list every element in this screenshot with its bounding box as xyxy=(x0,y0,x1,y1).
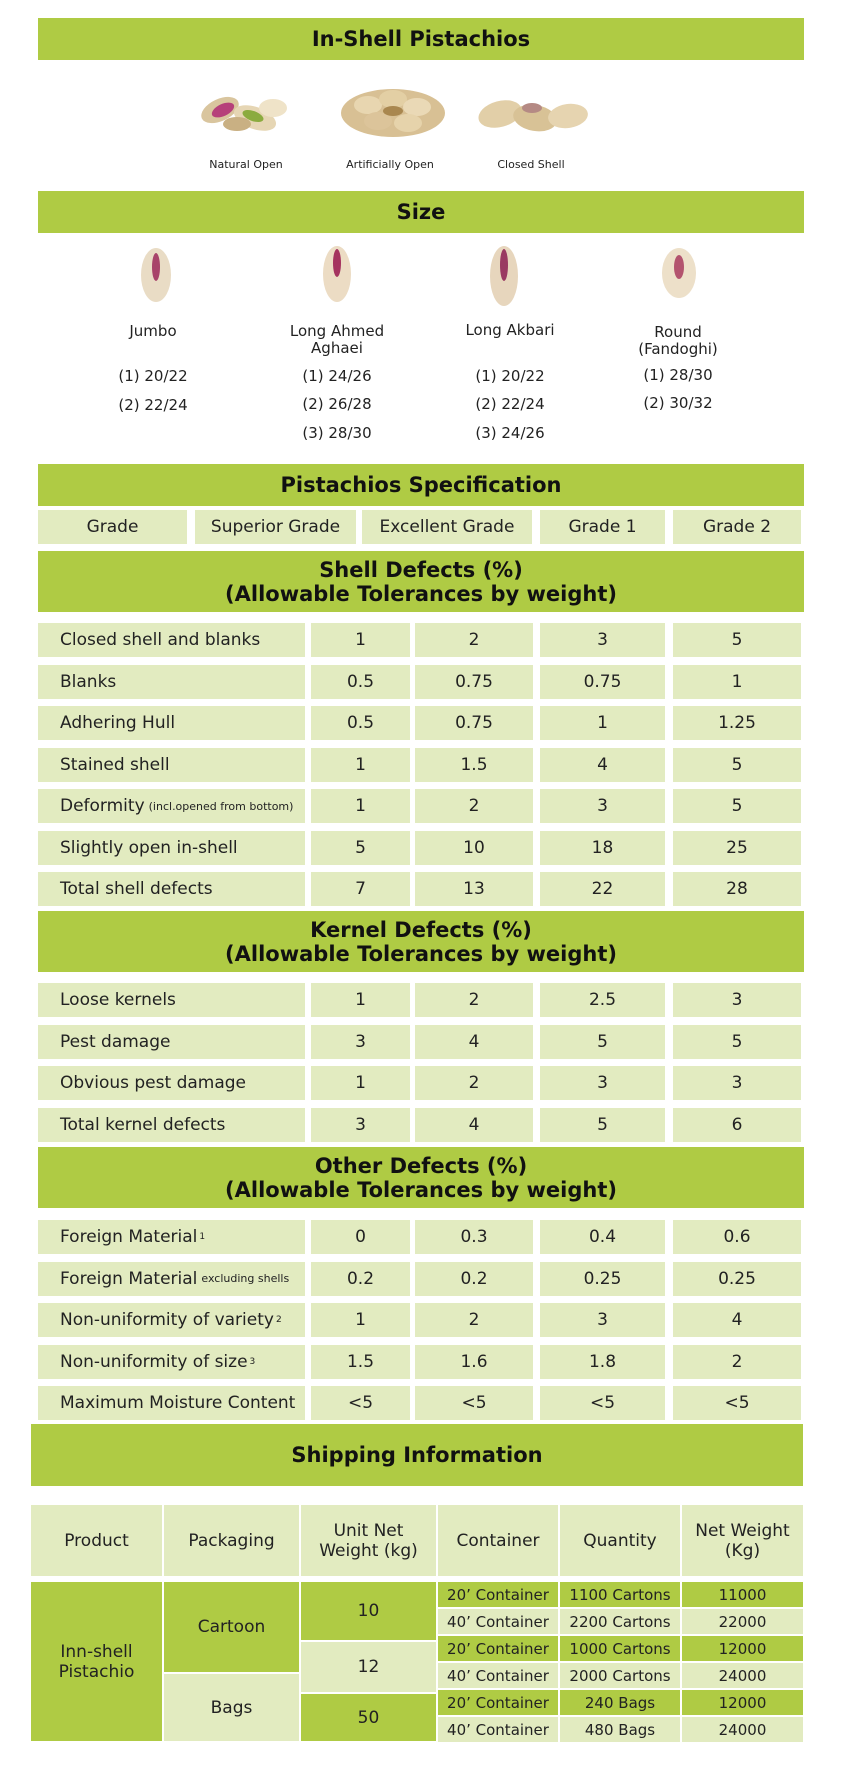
value-cell: 5 xyxy=(673,789,801,823)
round-fandoghi-pistachio-image xyxy=(659,243,699,303)
value-cell: 1.6 xyxy=(415,1345,533,1379)
shipping-net-cell: 22000 xyxy=(682,1609,803,1634)
value-cell: 3 xyxy=(540,789,665,823)
shell-defects-title xyxy=(38,551,804,612)
shipping-container-cell: 20’ Container xyxy=(438,1636,558,1661)
value-cell: 22 xyxy=(540,872,665,906)
row-label xyxy=(38,1025,305,1059)
value-cell: 3 xyxy=(540,1303,665,1337)
value-cell: 2 xyxy=(415,789,533,823)
value-cell: 0.25 xyxy=(673,1262,801,1296)
row-label-text: Non-uniformity of size xyxy=(60,1351,248,1372)
jumbo-pistachio-image xyxy=(138,245,174,305)
size-jumbo-label: Jumbo xyxy=(129,322,177,340)
value-cell: 0.75 xyxy=(415,665,533,699)
row-label-text: Deformity xyxy=(60,796,145,816)
value-cell: 0.3 xyxy=(415,1220,533,1254)
value-cell: 0 xyxy=(311,1220,410,1254)
row-label-text: Total shell defects xyxy=(60,879,213,899)
value-cell: 2 xyxy=(415,623,533,657)
shipping-net-cell: 12000 xyxy=(682,1636,803,1661)
natural-open-caption: Natural Open xyxy=(209,158,283,171)
value-cell: 2 xyxy=(415,983,533,1017)
value-cell: 0.75 xyxy=(540,665,665,699)
grade-1-header: Grade 1 xyxy=(540,510,665,544)
kernel-defects-title xyxy=(38,911,804,972)
value-cell: 1.5 xyxy=(415,748,533,782)
value-cell: 0.4 xyxy=(540,1220,665,1254)
row-label-text: Pest damage xyxy=(60,1031,171,1052)
row-label-text: Closed shell and blanks xyxy=(60,630,261,650)
shipping-container-cell: 40’ Container xyxy=(438,1609,558,1634)
shipping-net-cell: 12000 xyxy=(682,1690,803,1715)
artificially-open-caption: Artificially Open xyxy=(346,158,434,171)
value-cell: 10 xyxy=(415,831,533,865)
value-cell: 2 xyxy=(415,1303,533,1337)
size-value: (2) 30/32 xyxy=(643,394,713,412)
shipping-quantity-cell: 1000 Cartons xyxy=(560,1636,680,1661)
value-cell: 5 xyxy=(311,831,410,865)
shipping-unit-weight-50: 50 xyxy=(301,1694,436,1741)
size-value: (1) 28/30 xyxy=(643,366,713,384)
row-label xyxy=(38,623,305,657)
row-label xyxy=(38,1220,305,1254)
value-cell: 3 xyxy=(673,983,801,1017)
footnote-marker: 3 xyxy=(249,1356,256,1367)
row-label xyxy=(38,706,305,740)
shipping-container-cell: 20’ Container xyxy=(438,1582,558,1607)
value-cell: 4 xyxy=(673,1303,801,1337)
row-label xyxy=(38,1303,305,1337)
size-long-akbari-label: Long Akbari xyxy=(465,321,555,339)
value-cell: 5 xyxy=(673,748,801,782)
row-label-text: Foreign Material xyxy=(60,1227,198,1247)
size-value: (2) 26/28 xyxy=(302,395,372,413)
row-note: (incl.opened from bottom) xyxy=(148,799,294,813)
row-label-text: Non-uniformity of variety xyxy=(60,1310,274,1330)
value-cell: 2 xyxy=(415,1066,533,1100)
value-cell: 0.2 xyxy=(415,1262,533,1296)
value-cell: 0.25 xyxy=(540,1262,665,1296)
grade-2-header: Grade 2 xyxy=(673,510,801,544)
shipping-packaging-cartoon: Cartoon xyxy=(164,1582,299,1672)
value-cell: <5 xyxy=(673,1386,801,1420)
value-cell: 5 xyxy=(540,1025,665,1059)
value-cell: 4 xyxy=(415,1025,533,1059)
value-cell: <5 xyxy=(540,1386,665,1420)
row-label xyxy=(38,831,305,865)
row-label xyxy=(38,872,305,906)
value-cell: 1 xyxy=(311,789,410,823)
row-label xyxy=(38,789,305,823)
value-cell: 0.2 xyxy=(311,1262,410,1296)
value-cell: 5 xyxy=(540,1108,665,1142)
value-cell: 1.25 xyxy=(673,706,801,740)
shell-defects-title-line1: Shell Defects (%) xyxy=(319,557,523,582)
grade-excellent-header: Excellent Grade xyxy=(362,510,532,544)
value-cell: 3 xyxy=(311,1025,410,1059)
row-label xyxy=(38,1108,305,1142)
value-cell: 3 xyxy=(673,1066,801,1100)
row-label-text: Total kernel defects xyxy=(60,1114,226,1135)
shipping-header-net-weight: Net Weight (Kg) xyxy=(682,1505,803,1576)
shipping-header-product: Product xyxy=(31,1505,162,1576)
size-long-ahmed-aghaei-label: Long Ahmed Aghaei xyxy=(289,322,385,357)
shipping-header-unit-weight: Unit Net Weight (kg) xyxy=(301,1505,436,1576)
shipping-header-packaging: Packaging xyxy=(164,1505,299,1576)
value-cell: 3 xyxy=(311,1108,410,1142)
shipping-product: Inn-shell Pistachio xyxy=(31,1582,162,1741)
value-cell: 5 xyxy=(673,623,801,657)
shell-defects-title-line2: (Allowable Tolerances by weight) xyxy=(225,581,617,606)
size-value: (1) 20/22 xyxy=(475,367,545,385)
value-cell: 4 xyxy=(540,748,665,782)
size-value: (1) 20/22 xyxy=(118,367,188,385)
inshell-title: In-Shell Pistachios xyxy=(38,18,804,60)
value-cell: 18 xyxy=(540,831,665,865)
row-label xyxy=(38,1066,305,1100)
shipping-title: Shipping Information xyxy=(31,1424,803,1486)
value-cell: 7 xyxy=(311,872,410,906)
shipping-container-cell: 40’ Container xyxy=(438,1717,558,1742)
size-value: (1) 24/26 xyxy=(302,367,372,385)
size-title: Size xyxy=(38,191,804,233)
row-label xyxy=(38,1345,305,1379)
shipping-unit-weight-12: 12 xyxy=(301,1642,436,1692)
row-label xyxy=(38,748,305,782)
row-label xyxy=(38,1262,305,1296)
grade-header: Grade xyxy=(38,510,187,544)
value-cell: 2.5 xyxy=(540,983,665,1017)
row-label-text: Stained shell xyxy=(60,754,170,775)
value-cell: 4 xyxy=(415,1108,533,1142)
footnote-marker: 2 xyxy=(275,1315,282,1325)
kernel-defects-title-line2: (Allowable Tolerances by weight) xyxy=(225,941,617,966)
value-cell: 1 xyxy=(311,748,410,782)
size-value: (3) 24/26 xyxy=(475,424,545,442)
value-cell: 0.5 xyxy=(311,706,410,740)
shipping-unit-weight-10: 10 xyxy=(301,1582,436,1640)
closed-shell-caption: Closed Shell xyxy=(497,158,565,171)
value-cell: 5 xyxy=(673,1025,801,1059)
shipping-container-cell: 20’ Container xyxy=(438,1690,558,1715)
natural-open-pistachio-image xyxy=(185,80,305,140)
size-value: (2) 22/24 xyxy=(118,396,188,414)
row-label-text: Foreign Material xyxy=(60,1268,198,1289)
kernel-defects-title-line1: Kernel Defects (%) xyxy=(310,917,532,942)
footnote-marker: 1 xyxy=(199,1232,206,1242)
value-cell: 25 xyxy=(673,831,801,865)
size-round-fandoghi-label: Round (Fandoghi) xyxy=(638,323,718,358)
value-cell: 2 xyxy=(673,1345,801,1379)
value-cell: <5 xyxy=(415,1386,533,1420)
value-cell: 3 xyxy=(540,1066,665,1100)
row-label xyxy=(38,1386,305,1420)
shipping-quantity-cell: 1100 Cartons xyxy=(560,1582,680,1607)
value-cell: 0.5 xyxy=(311,665,410,699)
row-label-text: Adhering Hull xyxy=(60,713,176,733)
value-cell: 1 xyxy=(540,706,665,740)
other-defects-title-line1: Other Defects (%) xyxy=(314,1153,528,1178)
row-label-text: Slightly open in-shell xyxy=(60,837,238,858)
value-cell: 13 xyxy=(415,872,533,906)
spec-title: Pistachios Specification xyxy=(38,464,804,506)
shipping-quantity-cell: 2200 Cartons xyxy=(560,1609,680,1634)
value-cell: 0.75 xyxy=(415,706,533,740)
row-label-text: Maximum Moisture Content xyxy=(60,1393,296,1413)
row-label-text: Blanks xyxy=(60,671,117,692)
value-cell: 1.5 xyxy=(311,1345,410,1379)
other-defects-title-line2: (Allowable Tolerances by weight) xyxy=(225,1177,617,1202)
grade-superior-header: Superior Grade xyxy=(195,510,356,544)
row-label xyxy=(38,665,305,699)
value-cell: 1 xyxy=(311,983,410,1017)
value-cell: 1 xyxy=(311,623,410,657)
value-cell: 3 xyxy=(540,623,665,657)
row-note: excluding shells xyxy=(201,1272,290,1285)
value-cell: 1.8 xyxy=(540,1345,665,1379)
other-defects-title xyxy=(38,1147,804,1208)
row-label-text: Loose kernels xyxy=(60,990,176,1010)
shipping-quantity-cell: 2000 Cartons xyxy=(560,1663,680,1688)
shipping-quantity-cell: 480 Bags xyxy=(560,1717,680,1742)
size-value: (2) 22/24 xyxy=(475,395,545,413)
shipping-net-cell: 24000 xyxy=(682,1663,803,1688)
size-value: (3) 28/30 xyxy=(302,424,372,442)
value-cell: 0.6 xyxy=(673,1220,801,1254)
value-cell: 1 xyxy=(673,665,801,699)
value-cell: 1 xyxy=(311,1066,410,1100)
value-cell: <5 xyxy=(311,1386,410,1420)
value-cell: 28 xyxy=(673,872,801,906)
row-label xyxy=(38,983,305,1017)
shipping-header-quantity: Quantity xyxy=(560,1505,680,1576)
shipping-header-container: Container xyxy=(438,1505,558,1576)
shipping-net-cell: 11000 xyxy=(682,1582,803,1607)
artificially-open-pistachio-image xyxy=(333,75,453,145)
shipping-container-cell: 40’ Container xyxy=(438,1663,558,1688)
value-cell: 6 xyxy=(673,1108,801,1142)
shipping-packaging-bags: Bags xyxy=(164,1674,299,1741)
shipping-net-cell: 24000 xyxy=(682,1717,803,1742)
closed-shell-pistachio-image xyxy=(470,82,595,142)
shipping-quantity-cell: 240 Bags xyxy=(560,1690,680,1715)
long-akbari-pistachio-image xyxy=(486,243,522,309)
row-label-text: Obvious pest damage xyxy=(60,1073,247,1093)
long-ahmed-aghaei-pistachio-image xyxy=(319,243,355,305)
value-cell: 1 xyxy=(311,1303,410,1337)
